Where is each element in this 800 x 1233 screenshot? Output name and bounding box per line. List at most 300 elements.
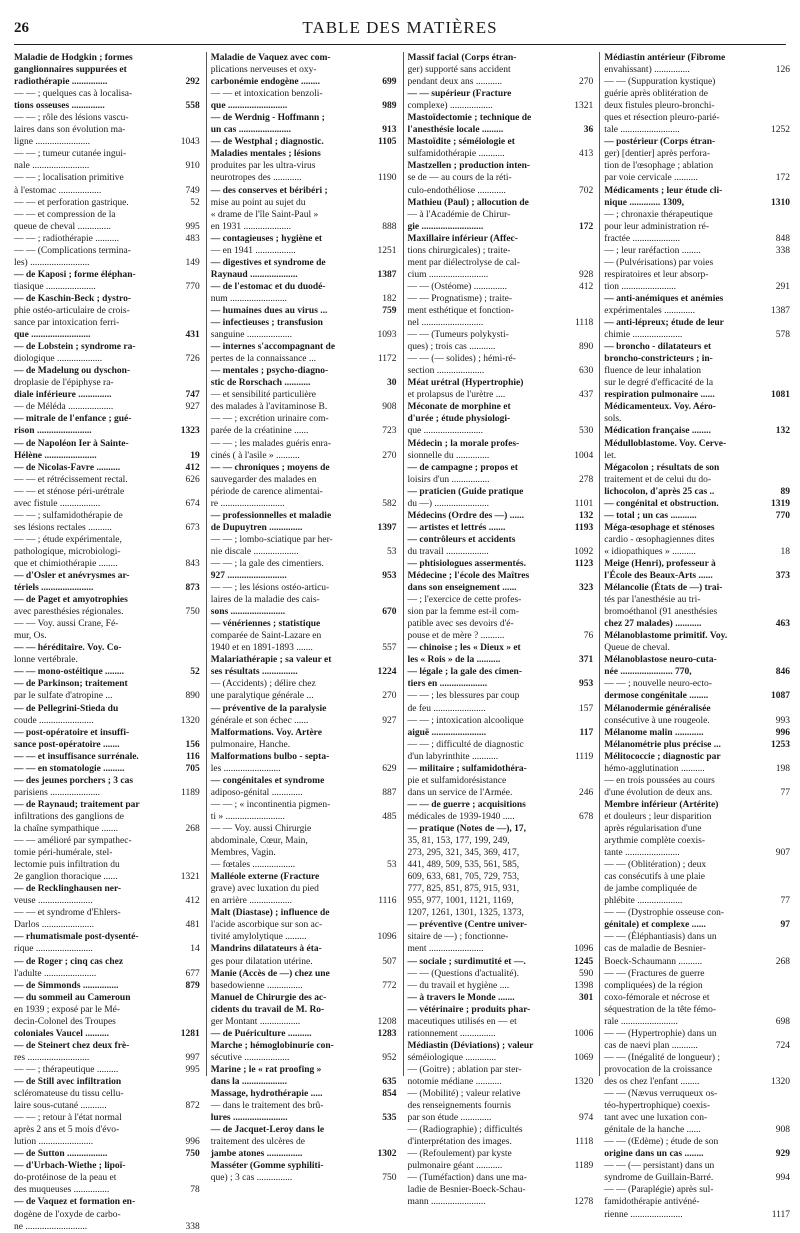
entry-page-ref: 149 [185,257,200,268]
index-entry [408,438,594,450]
index-entry [604,546,790,558]
index-entry [604,76,790,88]
entry-text: 609, 633, 681, 705, 729, 753, [407,872,520,883]
entry-text: de feu ...................... [407,703,486,714]
index-entry [604,100,790,112]
entry-text: — de Westphal ; diagnostic. [210,137,324,148]
index-entry [408,160,594,172]
entry-text: — de Recklinghausen ner- [14,884,122,895]
index-entry [14,594,200,606]
entry-text: rationnement ............... [407,1028,496,1039]
index-entry [604,1028,790,1040]
index-entry [604,389,790,401]
index-entry [211,1100,397,1112]
index-entry [408,341,594,353]
entry-text: — — ; intoxication alcoolique [407,715,524,726]
entry-text: decin-Colonel des Troupes [14,1016,116,1027]
index-entry [14,341,200,353]
entry-text: patible avec ses devoirs d'é- [407,619,514,630]
index-entry [408,847,594,859]
entry-text: ger) supporté sans accident [407,65,511,76]
entry-page-ref: 412 [185,462,200,473]
entry-text: — à l'Académie de Chirur- [407,209,511,220]
entry-text: l'adulte ...................... [14,968,97,979]
entry-text: ses lésions rectales .......... [14,522,112,533]
entry-text: — dans le traitement des brû- [210,1101,324,1112]
entry-text: dogène de l'oxyde de carbo- [14,1209,121,1220]
entry-text: 927 ......................... [210,571,287,582]
entry-text: générale et son échec ...... [210,715,309,726]
entry-page-ref: 854 [382,1089,397,1100]
entry-text: loisirs d'un ................ [407,474,490,485]
entry-text: 2e ganglion thoracique ...... [14,872,118,883]
index-entry [408,1100,594,1112]
entry-text: respiratoires et leur absorp- [604,269,709,280]
index-entry [211,341,397,353]
entry-text: pouse et de mère ? .......... [407,631,505,642]
index-entry [408,76,594,88]
entry-text: — de Napoléon Ier à Sainte- [14,438,129,449]
index-entry [211,715,397,727]
index-entry [408,690,594,702]
index-entry [14,943,200,955]
entry-text: — infectieuses ; transfusion [210,318,323,329]
entry-page-ref: 1087 [771,691,790,702]
entry-text: culo-endothéliose ............ [407,185,506,196]
index-entry [604,64,790,76]
entry-text: Mélanométrie plus précise ... [604,739,721,750]
entry-page-ref: 53 [387,546,397,557]
index-entry [408,751,594,763]
index-entry [408,269,594,281]
index-entry [14,980,200,992]
entry-text: ladie de Besnier-Boeck-Schau- [407,1185,526,1196]
index-entry [211,787,397,799]
index-entry [14,353,200,365]
entry-text: — du sommeil au Cameroun [14,992,131,1003]
index-entry [14,148,200,160]
index-entry [604,1016,790,1028]
entry-text: — — ; thérapeutique ......... [14,1064,119,1075]
index-entry [408,498,594,510]
index-entry [604,438,790,450]
index-entry [408,775,594,787]
entry-text: infiltrations des ganglions de [14,811,125,822]
entry-text: tiasique ..................... [14,281,96,292]
index-entry [408,1136,594,1148]
entry-page-ref: 77 [780,896,790,907]
entry-text: — — ; nouvelle neuro-ecto- [604,679,712,690]
entry-text: et prolapsus de l'urètre .... [407,390,506,401]
index-entry [604,787,790,799]
entry-page-ref: 198 [775,763,790,774]
index-entry [14,172,200,184]
index-entry [408,570,594,582]
entry-text: laire sous-cutané ........... [14,1101,107,1112]
entry-text: rienne ...................... [604,1209,683,1220]
entry-text: — digestives et syndrome de [210,257,326,268]
entry-text: — (Radiographie) ; difficultés [407,1125,523,1136]
entry-text: veuse ....................... [14,896,93,907]
entry-text: sons ....................... [210,607,286,618]
entry-text: pulmonaire géant ........... [407,1161,503,1172]
entry-text: origine dans un cas ........ [604,1149,704,1160]
index-entry [604,1088,790,1100]
index-entry [604,799,790,811]
entry-text: en 1931 .................... [210,221,291,232]
index-entry [211,582,397,594]
entry-page-ref: 630 [579,366,594,377]
entry-text: se de — au cours de la réti- [407,173,512,184]
entry-text: ges pour dilatation utérine. [210,956,313,967]
entry-text: Marche ; hémoglobinurie con- [210,1040,334,1051]
entry-text: consécutive à une rougeole. [604,715,710,726]
entry-page-ref: 557 [382,643,397,654]
index-entry [211,618,397,630]
index-entry [604,1100,790,1112]
index-entry [211,257,397,269]
entry-text: nale ........................ [14,161,90,172]
entry-text: 777, 825, 851, 875, 915, 931, [407,884,520,895]
index-entry [408,510,594,522]
index-entry [408,486,594,498]
entry-text: Médecin ; la morale profes- [407,438,520,449]
index-entry [604,450,790,462]
entry-text: après régularisation d'une [604,824,702,834]
entry-text: Mélancolie (États de —) trai- [604,583,723,594]
index-entry [211,136,397,148]
index-entry [14,281,200,293]
index-entry [604,136,790,148]
entry-text: Massif facial (Corps étran- [407,53,517,63]
entry-text: Malléole externe (Fracture [210,872,320,883]
index-entry [14,245,200,257]
entry-text: — — (Complications termina- [14,245,131,256]
entry-text: ganglionnaires suppurées et [14,65,127,76]
entry-text: cinés ( à l'asile » .......... [210,450,300,461]
entry-text: génitale) et complexe ...... [604,920,706,931]
entry-page-ref: 770 [185,281,200,292]
entry-text: cardio - œsophagiennes dites [604,534,715,545]
index-entry [604,413,790,425]
entry-text: sulfamidothérapie ........... [407,149,505,160]
entry-page-ref: 412 [579,281,594,292]
entry-page-ref: 373 [775,571,790,582]
index-entry [211,148,397,160]
index-entry [14,739,200,751]
index-entry [604,739,790,751]
entry-text: diologique ................... [14,354,103,365]
entry-text: des renseignements fournis [407,1101,511,1112]
index-entry [604,1136,790,1148]
entry-text: dans un service de l'Armée. [407,787,513,798]
index-entry [14,1221,200,1233]
entry-text: tale ......................... [604,125,680,136]
entry-page-ref: 994 [775,1173,790,1184]
index-entry [14,257,200,269]
entry-text: ment ....................... [407,944,484,955]
entry-text: séquestration de la tête fémo- [604,1004,717,1015]
entry-text: — (Mobilité) ; valeur relative [407,1089,521,1100]
entry-text: basedowienne ............... [210,980,303,991]
index-entry [408,1124,594,1136]
entry-page-ref: 558 [185,101,200,112]
index-entry [14,847,200,859]
entry-text: — de Lobstein ; syndrome ra- [14,342,136,353]
entry-text: section .................... [407,366,485,377]
entry-text: — de Raynaud; traitement par [14,799,140,810]
entry-page-ref: 888 [382,221,397,232]
entry-text: expérimentales ............. [604,305,696,316]
index-entry [604,907,790,919]
index-entry [408,305,594,317]
index-entry [211,401,397,413]
index-entry [408,401,594,413]
entry-text: des malades à l'avitaminose B. [210,402,328,413]
entry-page-ref: 53 [387,860,397,871]
entry-page-ref: 913 [382,125,397,136]
index-entry [408,124,594,136]
entry-text: sauvegarder des malades en [210,474,317,485]
entry-page-ref: 759 [382,305,397,316]
index-entry [211,474,397,486]
index-entry [604,1172,790,1184]
index-entry [604,715,790,727]
index-entry [408,185,594,197]
index-entry [408,968,594,980]
index-entry [604,931,790,943]
entry-text: tions chirurgicales) ; traite- [407,245,511,256]
index-entry [211,883,397,895]
entry-text: — — ; lombo-sciatique par her- [210,534,333,545]
index-entry [604,980,790,992]
entry-text: — postérieur (Corps étran- [604,137,716,148]
entry-text: — praticien (Guide pratique [407,486,524,497]
entry-page-ref: 507 [382,956,397,967]
index-entry [211,907,397,919]
index-entry [408,1148,594,1160]
index-entry [211,1076,397,1088]
entry-page-ref: 1278 [574,1197,594,1208]
entry-page-ref: 747 [185,390,200,401]
entry-text: — sociale ; surdimutité et —. [407,956,526,967]
index-entry [408,919,594,931]
index-entry [211,185,397,197]
entry-text: d'interprétation des images. [407,1137,512,1148]
entry-page-ref: 927 [185,402,200,413]
entry-text: Massage, hydrothérapie ..... [210,1089,323,1100]
entry-page-ref: 1004 [574,450,594,461]
entry-text: — — (Tumeurs polykysti- [407,330,509,341]
entry-text: — — ; retour à l'état normal [14,1113,122,1124]
index-entry [211,245,397,257]
entry-text: des muqueuses ............... [14,1185,110,1196]
entry-text: — — ; sulfamidothérapie de [14,510,123,521]
entry-text: rale ........................ [604,1016,678,1027]
index-entry [14,486,200,498]
index-entry [604,269,790,281]
entry-text: de jambe compliquée de [604,884,697,895]
entry-text: coude ....................... [14,715,94,726]
index-entry [604,1040,790,1052]
entry-text: — — et rétrécissement rectal. [14,474,128,485]
entry-text: — — ; difficulté de diagnostic [407,739,524,750]
index-entry [211,413,397,425]
index-entry [604,1184,790,1196]
index-entry [14,1172,200,1184]
index-entry [14,1088,200,1100]
index-entry [14,666,200,678]
entry-text: — — et perforation gastrique. [14,197,129,208]
index-entry [14,1124,200,1136]
index-entry [211,594,397,606]
index-entry [14,197,200,209]
index-entry [408,317,594,329]
entry-text: — congénitales et syndrome [210,775,325,786]
entry-page-ref: 879 [185,980,200,991]
index-entry [604,1052,790,1064]
entry-page-ref: 116 [186,751,200,762]
entry-text: respiration pulmonaire ...... [604,390,715,401]
index-entry [14,907,200,919]
index-entry [604,618,790,630]
entry-page-ref: 1251 [377,245,397,256]
index-entry [408,1040,594,1052]
index-entry [604,654,790,666]
entry-text: droplasie de l'épiphyse ra- [14,378,114,389]
entry-text: Méat urétral (Hypertrophie) [407,378,524,389]
index-entry [604,88,790,100]
entry-text: pour leur administration ré- [604,221,709,232]
index-entry [14,112,200,124]
entry-page-ref: 89 [780,486,790,497]
entry-text: — vénériennes ; statistique [210,619,321,630]
entry-page-ref: 1189 [181,787,200,798]
index-entry [211,980,397,992]
index-entry [408,654,594,666]
entry-text: gie .......................... [407,221,484,232]
entry-text: Mastzellen ; production inten- [407,161,531,172]
entry-text: Mélanodermie généralisée [604,703,711,714]
index-entry [604,293,790,305]
entry-text: — internes s'accompagnant de [210,342,336,353]
index-entry [14,895,200,907]
entry-text: — — et compression de la [14,209,116,220]
entry-page-ref: 291 [775,281,790,292]
index-entry [211,956,397,968]
entry-page-ref: 172 [775,173,790,184]
entry-text: — de Simmonds ............... [14,980,119,991]
index-entry [14,438,200,450]
entry-text: séméiologique ............. [407,1052,497,1063]
entry-text: — ; chronaxie thérapeutique [604,209,713,220]
index-entry [604,257,790,269]
entry-page-ref: 929 [775,1149,790,1160]
entry-text: Membres, Vagin. [210,848,276,859]
entry-text: laires de la maladie des cais- [210,595,320,606]
entry-page-ref: 993 [775,715,790,726]
index-entry [211,64,397,76]
index-entry [604,401,790,413]
entry-page-ref: 1096 [574,944,594,955]
entry-page-ref: 182 [382,293,397,304]
entry-text: bromoéthanol (91 anesthésies [604,607,718,618]
entry-text: deux fistules pleuro-bronchi- [604,101,715,112]
entry-text: nique ............. 1309, [604,197,684,208]
index-entry [604,594,790,606]
index-entry [604,606,790,618]
index-entry [14,389,200,401]
entry-text: sols. [604,414,622,425]
index-entry [408,353,594,365]
entry-text: d'une évolution de deux ans. [604,787,713,798]
entry-text: do-protéinose de la peau et [14,1173,117,1184]
entry-text: Méconate de morphine et [407,402,511,413]
index-entry [604,197,790,209]
entry-text: — de Jacquet-Leroy dans le [210,1125,325,1136]
entry-text: la chaîne sympathique ....... [14,824,118,834]
index-entry [14,64,200,76]
index-entry [408,666,594,678]
index-entry [408,1064,594,1076]
entry-text: — — et syndrome d'Ehlers- [14,908,121,919]
index-entry [408,112,594,124]
entry-text: queue de cheval .............. [14,221,111,232]
index-entry [14,1004,200,1016]
index-entry [604,811,790,823]
entry-text: — pratique (Notes de —), 17, [407,824,526,834]
index-entry [14,763,200,775]
entry-text: — de Nicolas-Favre .......... [14,462,121,473]
entry-text: — mentales ; psycho-diagno- [210,366,329,377]
index-entry [408,100,594,112]
entry-text: — de Kaschin-Beck ; dystro- [14,293,131,304]
index-entry [211,859,397,871]
index-entry [14,546,200,558]
index-entry [408,1160,594,1172]
entry-text: — de Parkinson; traitement [14,679,128,690]
entry-text: tomie péri-humérale, stel- [14,848,113,859]
entry-text: coxo-fémorale et nécrose et [604,992,710,1003]
index-entry [211,124,397,136]
entry-text: guérie après oblitération de [604,89,708,100]
entry-page-ref: 1323 [180,426,200,437]
entry-page-ref: 1006 [574,1028,594,1039]
entry-text: Malformations bulbo - septa- [210,751,330,762]
index-entry [14,703,200,715]
entry-text: — et sensibilité particulière [210,390,317,401]
index-entry [211,438,397,450]
entry-page-ref: 483 [185,233,200,244]
entry-page-ref: 702 [579,185,594,196]
index-entry [408,715,594,727]
entry-page-ref: 1101 [574,498,594,509]
entry-text: stic de Rorschach ........... [210,378,311,389]
index-entry [211,943,397,955]
index-entry [14,52,200,64]
entry-text: en 1939 ; exposé par le Mé- [14,1004,121,1015]
entry-text: — à travers le Monde ....... [407,992,515,1003]
entry-text: — du travail et hygiène .... [407,980,510,991]
entry-text: Darlos ...................... [14,920,94,931]
entry-text: — contagieuses ; hygiène et [210,233,323,244]
index-entry [14,1209,200,1221]
entry-text: tions osseuses .............. [14,101,105,112]
index-entry [604,245,790,257]
entry-text: en arrière .................. [210,896,292,907]
entry-text: — en 1941 ................. [210,245,296,256]
index-entry [211,666,397,678]
